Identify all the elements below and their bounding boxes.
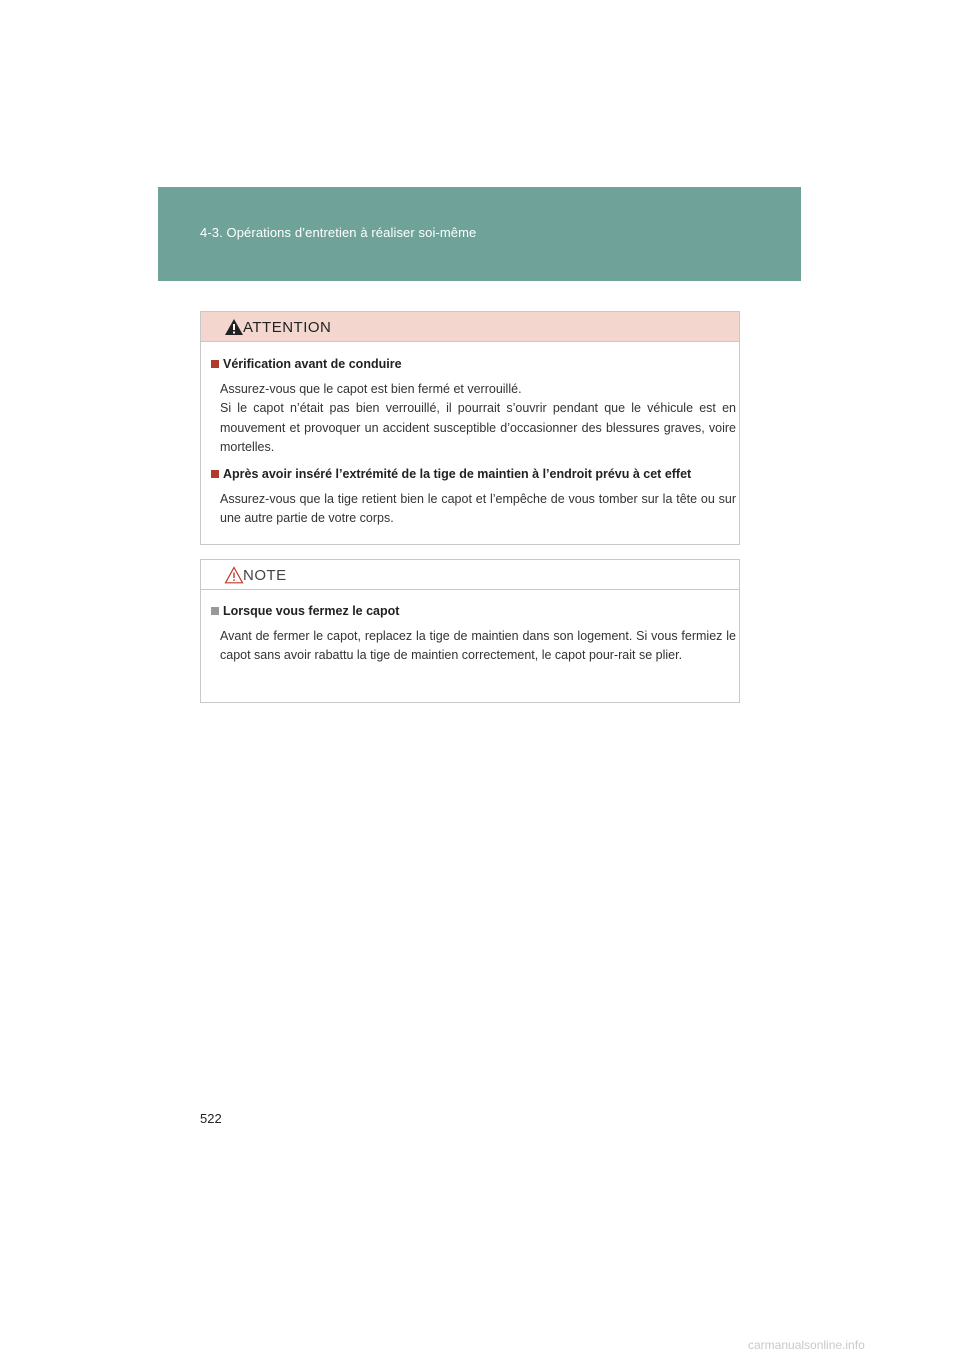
caution-triangle-icon	[224, 566, 244, 584]
warning-item-title: Après avoir inséré l’extrémité de la tige de maintien à l’endroit prévu à cet effet	[211, 467, 691, 481]
warning-triangle-icon	[224, 318, 244, 336]
note-box	[200, 559, 740, 703]
section-title: 4-3. Opérations d’entretien à réaliser soi-même	[200, 225, 477, 240]
note-header	[201, 560, 739, 590]
note-label: NOTE	[243, 567, 287, 584]
section-header-band	[158, 187, 801, 281]
warning-item-title: Vérification avant de conduire	[211, 357, 402, 371]
warning-header	[201, 312, 739, 342]
bullet-square-icon	[211, 360, 219, 368]
note-item-paragraph: Avant de fermer le capot, replacez la tige de maintien dans son logement. Si vous fermiez le capot sans avoir rabattu la tige de maintien correctement, le capot pour-rait se plier.	[220, 629, 736, 663]
note-item-title: Lorsque vous fermez le capot	[211, 604, 399, 618]
page-number: 522	[200, 1111, 222, 1126]
warning-item-paragraph: Assurez-vous que le capot est bien fermé et verrouillé. Si le capot n’était pas bien verrouillé, il pourrait s’ouvrir pendant que le véhicule est en mouvement et provoquer un accident susceptible d’occasionner des blessures graves, voire mortelles.	[220, 382, 736, 455]
watermark: carmanualsonline.info	[748, 1338, 865, 1352]
bullet-square-icon	[211, 607, 219, 615]
warning-label: ATTENTION	[243, 319, 332, 336]
warning-item-paragraph: Assurez-vous que la tige retient bien le capot et l’empêche de vous tomber sur la tête ou sur une autre partie de votre corps.	[220, 492, 736, 526]
bullet-square-icon	[211, 470, 219, 478]
warning-box	[200, 311, 740, 545]
